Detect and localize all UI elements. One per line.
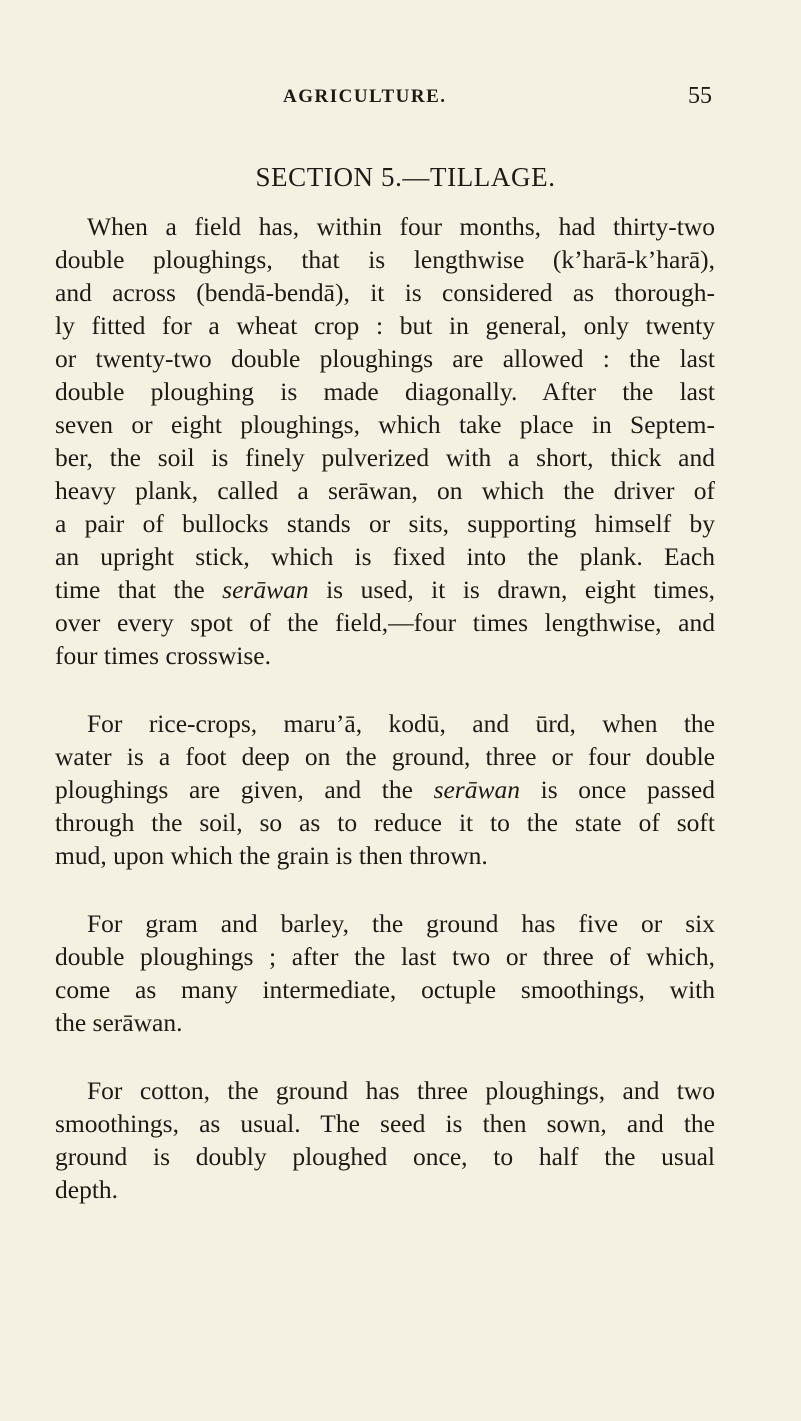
text-line: the serāwan. — [55, 1008, 183, 1037]
text-run: time that the — [55, 575, 223, 604]
text-line: water is a foot deep on the ground, three or four double — [55, 742, 715, 771]
italic-term: serāwan — [222, 575, 309, 604]
running-head — [0, 83, 801, 116]
text-line: come as many intermediate, octuple smoothings, with — [55, 975, 715, 1004]
text-line: seven or eight ploughings, which take place in Septem- — [55, 410, 715, 439]
text-line: ber, the soil is finely pulverized with a short, thick and — [55, 443, 715, 472]
text-run: is once passed — [520, 775, 715, 804]
text-line: mud, upon which the grain is then thrown. — [55, 841, 488, 870]
text-line: double ploughings, that is lengthwise (k’harā-k’harā), — [55, 245, 715, 274]
paragraph — [55, 1074, 715, 1206]
text-run: ploughings are given, and the — [55, 775, 434, 804]
text-line: through the soil, so as to reduce it to the state of soft — [55, 808, 715, 837]
paragraph — [55, 907, 715, 1039]
text-line: ground is doubly ploughed once, to half the usual — [55, 1142, 715, 1171]
text-line: an upright stick, which is fixed into the plank. Each — [55, 542, 715, 571]
text-line: smoothings, as usual. The seed is then sown, and the — [55, 1109, 715, 1138]
text-line: over every spot of the field,—four times lengthwise, and — [55, 608, 715, 637]
body-text — [55, 210, 715, 1241]
text-line: heavy plank, called a serāwan, on which the driver of — [55, 476, 715, 505]
page-number: 55 — [688, 83, 712, 109]
text-line: or twenty-two double ploughings are allowed : the last — [55, 344, 715, 373]
text-line: double ploughings ; after the last two or three of which, — [55, 942, 715, 971]
italic-term: serāwan — [433, 775, 520, 804]
text-line: four times crosswise. — [55, 641, 272, 670]
text-line: For gram and barley, the ground has five or six — [87, 909, 715, 938]
text-line: For rice-crops, maru’ā, kodū, and ūrd, when the — [87, 709, 715, 738]
paragraph — [55, 707, 715, 872]
text-line: double ploughing is made diagonally. After the last — [55, 377, 715, 406]
text-line: ly fitted for a wheat crop : but in general, only twenty — [55, 311, 715, 340]
text-line — [55, 773, 715, 806]
text-line: depth. — [55, 1175, 119, 1204]
text-run: is used, it is drawn, eight times, — [308, 575, 716, 604]
running-title: AGRICULTURE. — [283, 86, 447, 107]
text-line — [55, 573, 715, 606]
paragraph — [55, 210, 715, 672]
section-heading: SECTION 5.—TILLAGE. — [255, 162, 556, 192]
text-line: a pair of bullocks stands or sits, supporting himself by — [55, 509, 715, 538]
text-line: When a field has, within four months, had thirty-two — [87, 212, 715, 241]
text-line: and across (bendā-bendā), it is considered as thorough- — [55, 278, 715, 307]
text-line: For cotton, the ground has three ploughings, and two — [87, 1076, 715, 1105]
